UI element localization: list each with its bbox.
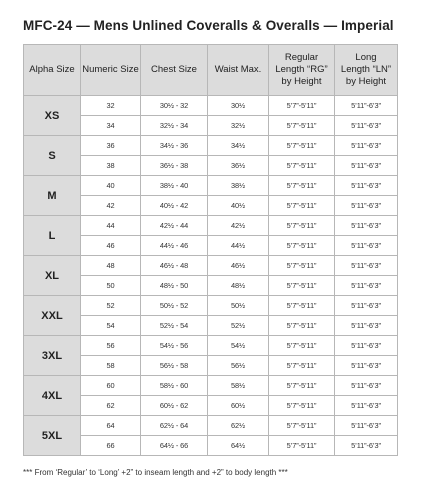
long-length-cell: 5’11”-6’3” [335, 176, 398, 196]
numeric-size-cell: 54 [81, 316, 141, 336]
waist-max-cell: 58½ [208, 376, 269, 396]
numeric-size-cell: 48 [81, 256, 141, 276]
long-length-cell: 5’11”-6’3” [335, 316, 398, 336]
chest-size-cell: 38½ - 40 [141, 176, 208, 196]
long-length-cell: 5’11”-6’3” [335, 96, 398, 116]
page-title: MFC-24 — Mens Unlined Coveralls & Overalls — Imperial [23, 18, 394, 33]
long-length-cell: 5’11”-6’3” [335, 416, 398, 436]
chest-size-cell: 44½ - 46 [141, 236, 208, 256]
regular-length-cell: 5’7”-5’11” [269, 216, 335, 236]
chest-size-cell: 58½ - 60 [141, 376, 208, 396]
chest-size-cell: 48½ - 50 [141, 276, 208, 296]
waist-max-cell: 40½ [208, 196, 269, 216]
regular-length-cell: 5’7”-5’11” [269, 196, 335, 216]
regular-length-cell: 5’7”-5’11” [269, 416, 335, 436]
waist-max-cell: 42½ [208, 216, 269, 236]
table-row [24, 236, 398, 256]
long-length-cell: 5’11”-6’3” [335, 336, 398, 356]
table-row [24, 356, 398, 376]
chest-size-cell: 54½ - 56 [141, 336, 208, 356]
table-row [24, 176, 398, 196]
long-length-cell: 5’11”-6’3” [335, 356, 398, 376]
table-row [24, 136, 398, 156]
regular-length-cell: 5’7”-5’11” [269, 256, 335, 276]
numeric-size-cell: 66 [81, 436, 141, 456]
numeric-size-cell: 42 [81, 196, 141, 216]
long-length-cell: 5’11”-6’3” [335, 196, 398, 216]
waist-max-cell: 62½ [208, 416, 269, 436]
long-length-cell: 5’11”-6’3” [335, 156, 398, 176]
table-row [24, 216, 398, 236]
table-row [24, 196, 398, 216]
waist-max-cell: 36½ [208, 156, 269, 176]
table-row [24, 256, 398, 276]
table-row [24, 96, 398, 116]
numeric-size-cell: 58 [81, 356, 141, 376]
regular-length-cell: 5’7”-5’11” [269, 436, 335, 456]
numeric-size-cell: 56 [81, 336, 141, 356]
waist-max-cell: 38½ [208, 176, 269, 196]
long-length-cell: 5’11”-6’3” [335, 376, 398, 396]
header-long-line: by Height [345, 76, 387, 87]
header-long-length [335, 45, 398, 96]
waist-max-cell: 34½ [208, 136, 269, 156]
table-row [24, 416, 398, 436]
numeric-size-cell: 46 [81, 236, 141, 256]
regular-length-cell: 5’7”-5’11” [269, 176, 335, 196]
alpha-size-cell: 5XL [24, 416, 81, 456]
header-long-line: Long [355, 52, 377, 63]
table-row [24, 276, 398, 296]
chest-size-cell: 52½ - 54 [141, 316, 208, 336]
long-length-cell: 5’11”-6’3” [335, 436, 398, 456]
numeric-size-cell: 52 [81, 296, 141, 316]
numeric-size-cell: 64 [81, 416, 141, 436]
alpha-size-cell: XL [24, 256, 81, 296]
header-long-line: Length “LN” [340, 64, 392, 75]
long-length-cell: 5’11”-6’3” [335, 216, 398, 236]
chest-size-cell: 50½ - 52 [141, 296, 208, 316]
regular-length-cell: 5’7”-5’11” [269, 156, 335, 176]
long-length-cell: 5’11”-6’3” [335, 276, 398, 296]
waist-max-cell: 30½ [208, 96, 269, 116]
regular-length-cell: 5’7”-5’11” [269, 356, 335, 376]
alpha-size-cell: XXL [24, 296, 81, 336]
chest-size-cell: 32½ - 34 [141, 116, 208, 136]
chest-size-cell: 42½ - 44 [141, 216, 208, 236]
regular-length-cell: 5’7”-5’11” [269, 336, 335, 356]
header-regular-length [269, 45, 335, 96]
regular-length-cell: 5’7”-5’11” [269, 236, 335, 256]
header-chest-size: Chest Size [141, 45, 208, 96]
numeric-size-cell: 36 [81, 136, 141, 156]
alpha-size-cell: S [24, 136, 81, 176]
long-length-cell: 5’11”-6’3” [335, 396, 398, 416]
long-length-cell: 5’11”-6’3” [335, 236, 398, 256]
table-row [24, 296, 398, 316]
waist-max-cell: 50½ [208, 296, 269, 316]
numeric-size-cell: 60 [81, 376, 141, 396]
regular-length-cell: 5’7”-5’11” [269, 316, 335, 336]
regular-length-cell: 5’7”-5’11” [269, 96, 335, 116]
numeric-size-cell: 40 [81, 176, 141, 196]
chest-size-cell: 46½ - 48 [141, 256, 208, 276]
waist-max-cell: 46½ [208, 256, 269, 276]
chest-size-cell: 60½ - 62 [141, 396, 208, 416]
chest-size-cell: 62½ - 64 [141, 416, 208, 436]
header-row [24, 45, 398, 96]
alpha-size-cell: 3XL [24, 336, 81, 376]
chest-size-cell: 36½ - 38 [141, 156, 208, 176]
waist-max-cell: 60½ [208, 396, 269, 416]
header-waist-max: Waist Max. [208, 45, 269, 96]
numeric-size-cell: 44 [81, 216, 141, 236]
regular-length-cell: 5’7”-5’11” [269, 136, 335, 156]
long-length-cell: 5’11”-6’3” [335, 116, 398, 136]
regular-length-cell: 5’7”-5’11” [269, 276, 335, 296]
waist-max-cell: 52½ [208, 316, 269, 336]
regular-length-cell: 5’7”-5’11” [269, 396, 335, 416]
footnote: *** From ‘Regular’ to ‘Long’ +2” to inseam length and +2” to body length *** [23, 468, 288, 477]
table-row [24, 116, 398, 136]
regular-length-cell: 5’7”-5’11” [269, 116, 335, 136]
numeric-size-cell: 38 [81, 156, 141, 176]
waist-max-cell: 48½ [208, 276, 269, 296]
long-length-cell: 5’11”-6’3” [335, 296, 398, 316]
alpha-size-cell: 4XL [24, 376, 81, 416]
waist-max-cell: 44½ [208, 236, 269, 256]
waist-max-cell: 32½ [208, 116, 269, 136]
header-regular-line: by Height [281, 76, 322, 87]
table-row [24, 396, 398, 416]
waist-max-cell: 54½ [208, 336, 269, 356]
numeric-size-cell: 34 [81, 116, 141, 136]
table-row [24, 316, 398, 336]
size-chart-table [23, 44, 398, 456]
table-row [24, 436, 398, 456]
waist-max-cell: 64½ [208, 436, 269, 456]
numeric-size-cell: 62 [81, 396, 141, 416]
chest-size-cell: 30½ - 32 [141, 96, 208, 116]
chest-size-cell: 56½ - 58 [141, 356, 208, 376]
table-row [24, 376, 398, 396]
table-row [24, 156, 398, 176]
long-length-cell: 5’11”-6’3” [335, 136, 398, 156]
chest-size-cell: 64½ - 66 [141, 436, 208, 456]
chest-size-cell: 40½ - 42 [141, 196, 208, 216]
alpha-size-cell: L [24, 216, 81, 256]
header-regular-line: Length “RG” [275, 64, 328, 75]
chest-size-cell: 34½ - 36 [141, 136, 208, 156]
numeric-size-cell: 50 [81, 276, 141, 296]
table-row [24, 336, 398, 356]
long-length-cell: 5’11”-6’3” [335, 256, 398, 276]
numeric-size-cell: 32 [81, 96, 141, 116]
regular-length-cell: 5’7”-5’11” [269, 376, 335, 396]
header-alpha-size: Alpha Size [24, 45, 81, 96]
alpha-size-cell: XS [24, 96, 81, 136]
header-regular-line: Regular [284, 52, 319, 63]
header-numeric-size: Numeric Size [81, 45, 141, 96]
alpha-size-cell: M [24, 176, 81, 216]
regular-length-cell: 5’7”-5’11” [269, 296, 335, 316]
waist-max-cell: 56½ [208, 356, 269, 376]
